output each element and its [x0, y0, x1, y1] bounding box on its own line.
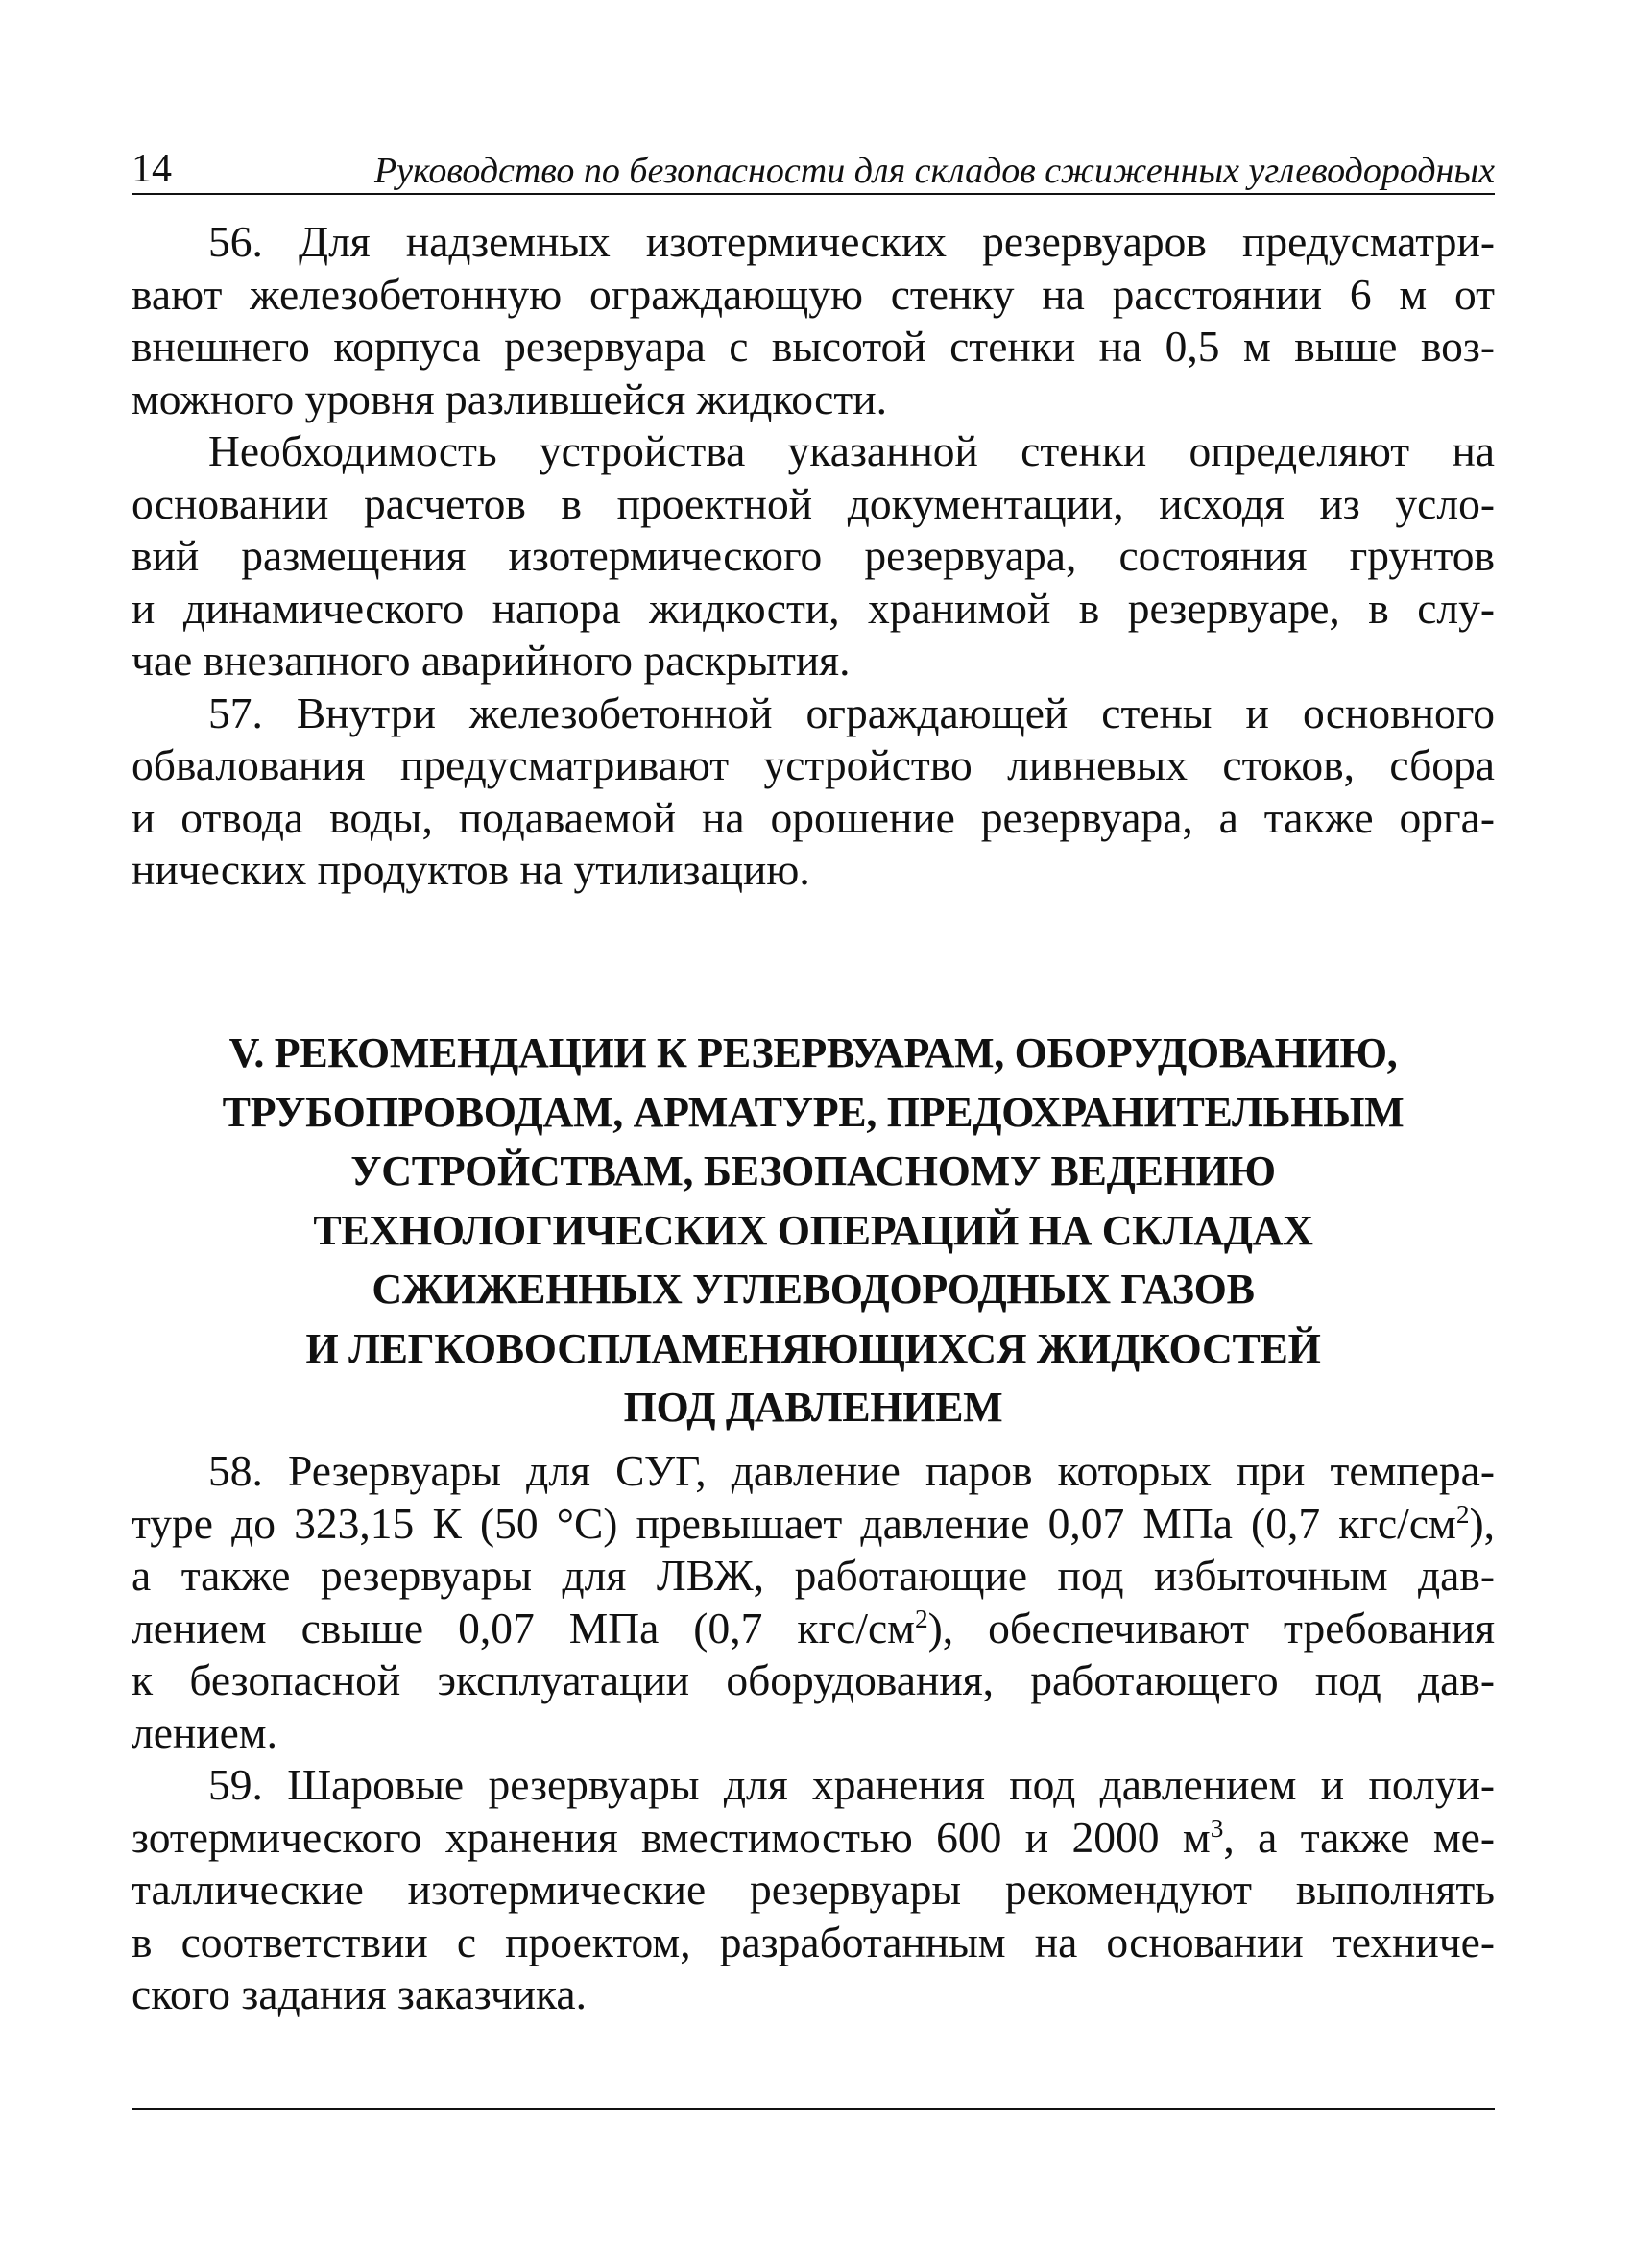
heading-line: УСТРОЙСТВАМ, БЕЗОПАСНОМУ ВЕДЕНИЮ — [350, 1147, 1276, 1194]
text-run: ), обеспечивают требования — [927, 1603, 1495, 1653]
heading-line: СЖИЖЕННЫХ УГЛЕВОДОРОДНЫХ ГАЗОВ — [372, 1266, 1255, 1313]
running-title: Руководство по безопасности для складов сжиженных углеводородных — [373, 151, 1495, 191]
text-line — [132, 1603, 1495, 1655]
text-line: в соответствии с проектом, разработанным на основании техниче- — [132, 1917, 1495, 1966]
text-run: , а также ме- — [1223, 1812, 1495, 1862]
text-line: и динамического напора жидкости, хранимой в резервуаре, в слу- — [132, 583, 1495, 633]
paragraph-56-continued — [132, 425, 1495, 688]
page-header — [132, 139, 1495, 195]
section-heading — [132, 1024, 1495, 1437]
page-number: 14 — [132, 147, 172, 191]
body-text-bottom — [132, 1445, 1495, 2021]
heading-line: И ЛЕГКОВОСПЛАМЕНЯЮЩИХСЯ ЖИДКОСТЕЙ — [305, 1324, 1321, 1372]
superscript: 2 — [1455, 1499, 1470, 1529]
text-line: обвалования предусматривают устройство ливневых стоков, сбора — [132, 740, 1495, 789]
text-run: зотермического хранения вместимостью 600 и 2000 м — [132, 1812, 1211, 1862]
text-run: ), — [1469, 1498, 1495, 1548]
superscript: 3 — [1210, 1813, 1224, 1843]
heading-line: ТЕХНОЛОГИЧЕСКИХ ОПЕРАЦИЙ НА СКЛАДАХ — [313, 1206, 1313, 1254]
text-run: лением свыше 0,07 МПа (0,7 кгс/см — [132, 1603, 915, 1653]
paragraph-58 — [132, 1445, 1495, 1759]
text-line: 58. Резервуары для СУГ, давление паров которых при темпера- — [208, 1446, 1495, 1495]
heading-line: ПОД ДАВЛЕНИЕМ — [623, 1384, 1003, 1431]
heading-line: V. РЕКОМЕНДАЦИИ К РЕЗЕРВУАРАМ, ОБОРУДОВАНИЮ, — [228, 1029, 1398, 1076]
text-run: туре до 323,15 К (50 °С) превышает давление 0,07 МПа (0,7 кгс/см — [132, 1498, 1456, 1548]
text-line: лением. — [132, 1707, 277, 1757]
superscript: 2 — [914, 1604, 928, 1633]
text-line — [132, 1812, 1495, 1865]
text-line: можного уровня разлившейся жидкости. — [132, 374, 887, 423]
text-line: 57. Внутри железобетонной ограждающей стены и основного — [208, 688, 1495, 737]
text-line: вают железобетонную ограждающую стенку на расстоянии 6 м от — [132, 269, 1495, 319]
paragraph-57 — [132, 688, 1495, 897]
body-text-top — [132, 216, 1495, 897]
paragraph-56 — [132, 216, 1495, 425]
text-line: 59. Шаровые резервуары для хранения под давлением и полуи- — [208, 1760, 1495, 1809]
text-line: чае внезапного аварийного раскрытия. — [132, 636, 851, 685]
text-line — [132, 1498, 1495, 1551]
text-line: Необходимость устройства указанной стенки определяют на — [208, 426, 1495, 475]
text-line: к безопасной эксплуатации оборудования, работающего под дав- — [132, 1655, 1495, 1704]
text-line: 56. Для надземных изотермических резервуаров предусматри- — [208, 217, 1495, 266]
footer-divider — [132, 2108, 1495, 2110]
paragraph-59 — [132, 1759, 1495, 2021]
text-line: и отвода воды, подаваемой на орошение резервуара, а также орга- — [132, 792, 1495, 842]
text-line: основании расчетов в проектной документации, исходя из усло- — [132, 478, 1495, 528]
text-line: таллические изотермические резервуары рекомендуют выполнять — [132, 1865, 1495, 1914]
text-line: нических продуктов на утилизацию. — [132, 845, 810, 894]
text-line: вий размещения изотермического резервуара, состояния грунтов — [132, 531, 1495, 580]
heading-line: ТРУБОПРОВОДАМ, АРМАТУРЕ, ПРЕДОХРАНИТЕЛЬНЫМ — [222, 1088, 1405, 1136]
text-line: внешнего корпуса резервуара с высотой стенки на 0,5 м выше воз- — [132, 322, 1495, 371]
text-line: а также резервуары для ЛВЖ, работающие под избыточным дав- — [132, 1551, 1495, 1600]
text-line: ского задания заказчика. — [132, 1969, 587, 2018]
